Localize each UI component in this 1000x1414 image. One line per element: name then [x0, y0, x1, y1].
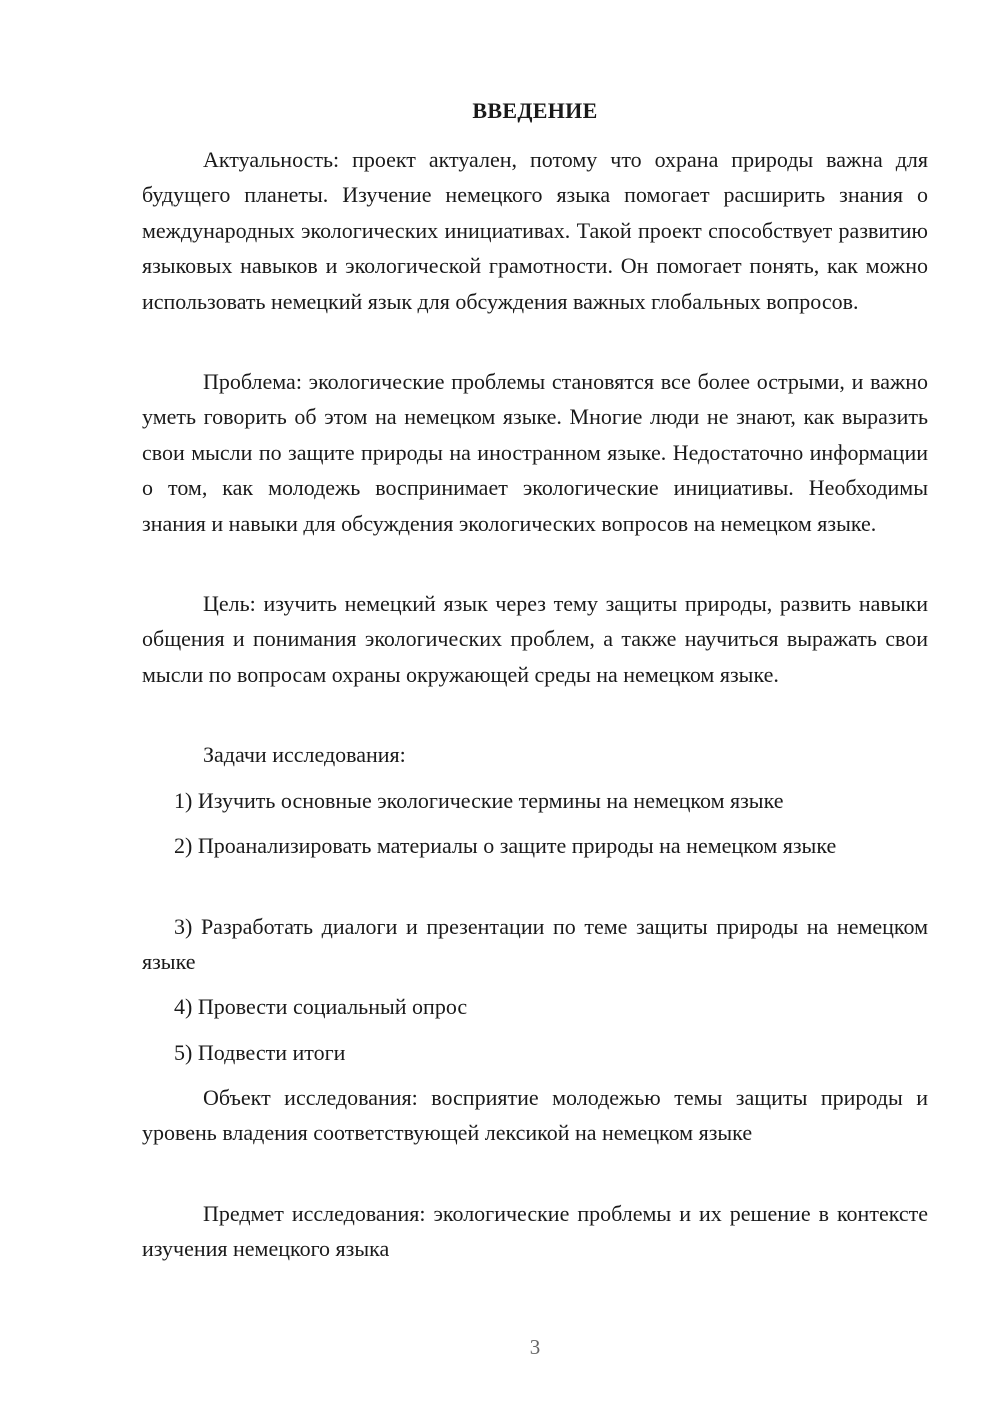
task-item-5: 5) Подвести итоги — [174, 1040, 346, 1065]
tasks-heading: Задачи исследования: — [203, 742, 406, 767]
problem-paragraph: Проблема: экологические проблемы становятся все более острыми, и важно уметь говорить об этом на немецком языке. Многие люди не знают, как выразить свои мысли по защите природы на иностранном языке. Недостаточно информации о том, как молодежь воспринимает экологические инициативы. Необходимы знания и навыки для обсуждения экологических вопросов на немецком языке. — [142, 369, 928, 536]
task-item-2: 2) Проанализировать материалы о защите природы на немецком языке — [174, 833, 837, 858]
goal-paragraph: Цель: изучить немецкий язык через тему защиты природы, развить навыки общения и понимания экологических проблем, а также научиться выражать свои мысли по вопросам охраны окружающей среды на немецком языке. — [142, 591, 928, 687]
section-title: ВВЕДЕНИЕ — [472, 98, 598, 123]
task-item-1: 1) Изучить основные экологические термины на немецком языке — [174, 788, 784, 813]
task-item-4: 4) Провести социальный опрос — [174, 994, 468, 1019]
task-item-3: 3) Разработать диалоги и презентации по теме защиты природы на немецком языке — [142, 914, 928, 975]
object-paragraph: Объект исследования: восприятие молодежью темы защиты природы и уровень владения соответствующей лексикой на немецком языке — [142, 1085, 928, 1146]
page-number: 3 — [529, 1335, 541, 1359]
actuality-paragraph: Актуальность: проект актуален, потому что охрана природы важна для будущего планеты. Изучение немецкого языка помогает расширить знания о международных экологических инициативах. Такой проект способствует развитию языковых навыков и экологической грамотности. Он помогает понять, как можно использовать немецкий язык для обсуждения важных глобальных вопросов. — [142, 147, 928, 314]
subject-paragraph: Предмет исследования: экологические проблемы и их решение в контексте изучения немецкого языка — [142, 1201, 928, 1262]
